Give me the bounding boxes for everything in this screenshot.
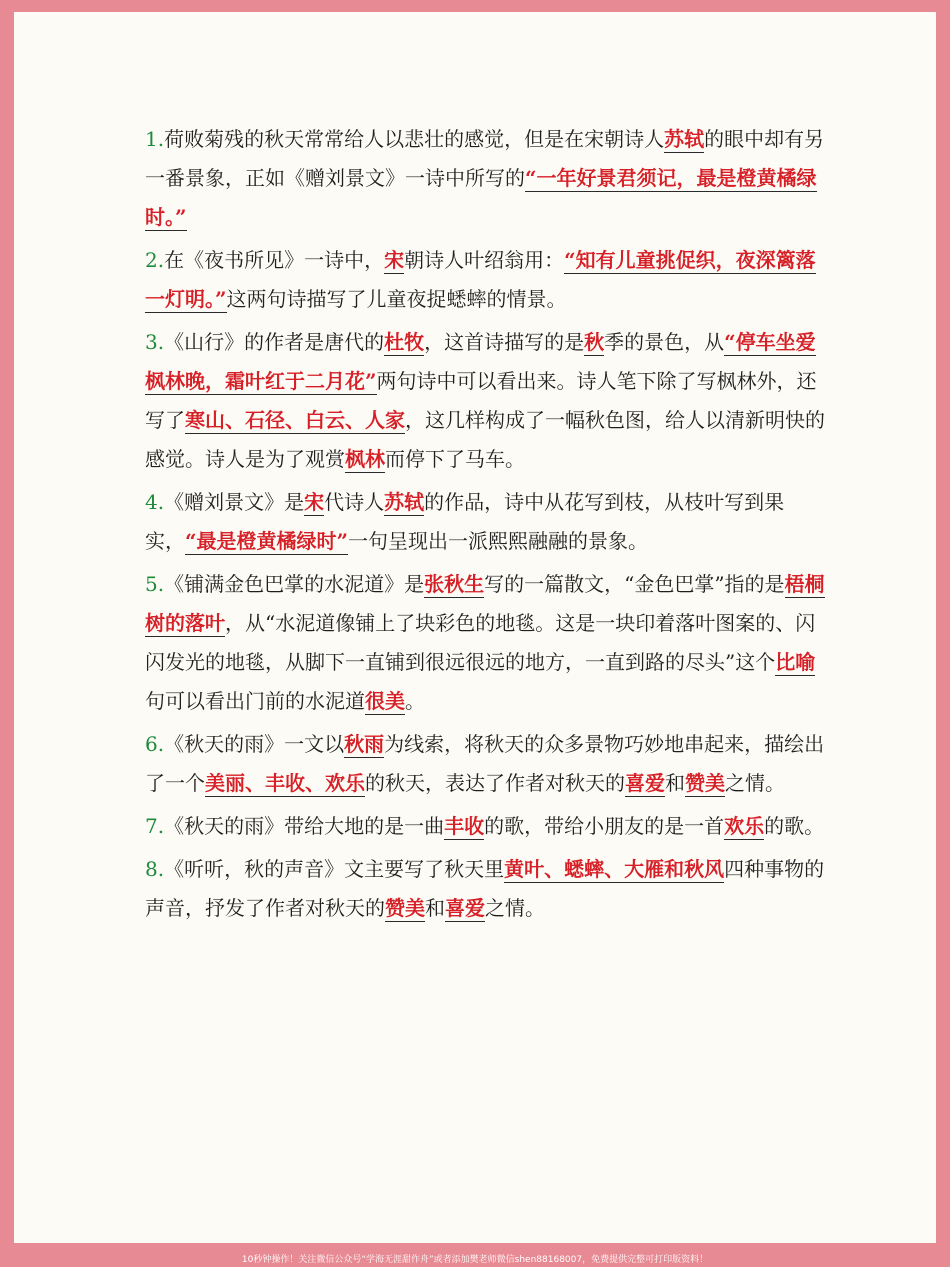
question-text: 写的一篇散文，“金色巴掌”指的是: [484, 572, 785, 596]
answer-text: 喜爱: [445, 896, 485, 920]
question-number: 3.: [145, 330, 165, 354]
answer-text: “停车坐爱枫林晚，霜叶红于二月花”: [145, 330, 816, 393]
question-text: 《听听，秋的声音》文主要写了秋天里: [164, 857, 505, 881]
answer-text: 枫林: [345, 447, 385, 471]
question-text: 句可以看出门前的水泥道: [145, 689, 365, 713]
question-list: [145, 120, 825, 932]
question-number: 7.: [145, 814, 165, 838]
answer-text: 张秋生: [424, 572, 485, 596]
question-text: 《秋天的雨》一文以: [164, 732, 345, 756]
question-text: 《铺满金色巴掌的水泥道》是: [164, 572, 425, 596]
answer-text: 秋雨: [344, 732, 385, 756]
answer-text: 美丽、丰收、欢乐: [205, 771, 365, 795]
question-item: [145, 850, 825, 928]
question-item: [145, 323, 825, 479]
question-item: [145, 725, 825, 803]
question-text: 一句呈现出一派熙熙融融的景象。: [348, 529, 649, 553]
question-text: 和: [425, 896, 445, 920]
question-text: 的眼中却有另一番景象，正如《赠刘景文》一诗中所写的: [145, 127, 825, 190]
answer-text: 丰收: [444, 814, 485, 838]
question-text: 之情。: [725, 771, 785, 795]
question-item: [145, 565, 825, 721]
answer-text: 黄叶、蟋蟀、大雁和秋风: [504, 857, 725, 881]
question-item: [145, 241, 825, 319]
question-text: 的歌。: [764, 814, 825, 838]
question-item: [145, 483, 825, 561]
answer-text: 喜爱: [625, 771, 665, 795]
question-number: 1.: [145, 127, 165, 151]
answer-text: 欢乐: [724, 814, 765, 838]
answer-text: “最是橙黄橘绿时”: [185, 529, 349, 553]
answer-text: 赞美: [685, 771, 725, 795]
question-number: 8.: [145, 857, 165, 881]
answer-text: “知有儿童挑促织，夜深篱落一灯明。”: [145, 248, 816, 311]
answer-text: “一年好景君须记，最是橙黄橘绿时。”: [145, 166, 817, 229]
question-text: 这两句诗描写了儿童夜捉蟋蟀的情景。: [226, 287, 567, 311]
question-text: 为线索，将秋天的众多景物巧妙地串起来，描绘出了一个: [145, 732, 825, 795]
question-number: 2.: [145, 248, 165, 272]
question-text: 《秋天的雨》带给大地的是一曲: [164, 814, 445, 838]
answer-text: 宋: [304, 490, 325, 514]
answer-text: 比喻: [775, 650, 816, 674]
footer-notice: 10秒钟操作！关注微信公众号“学海无涯甜作舟”或者添加樊老师微信shen88168007，免费提供完整可打印版资料！: [241, 1255, 709, 1265]
answer-text: 杜牧: [384, 330, 425, 354]
question-text: 。: [405, 689, 425, 713]
question-text: 之情。: [485, 896, 545, 920]
answer-text: 赞美: [385, 896, 425, 920]
question-text: 季的景色，从: [604, 330, 725, 354]
question-item: [145, 120, 825, 237]
question-text: 代诗人: [324, 490, 385, 514]
question-text: 的作品，诗中从花写到枝，从枝叶写到果实，: [145, 490, 785, 553]
question-text: 的秋天，表达了作者对秋天的: [365, 771, 625, 795]
answer-text: 秋: [584, 330, 605, 354]
answer-text: 苏轼: [664, 127, 705, 151]
question-text: 朝诗人叶绍翁用：: [404, 248, 565, 272]
question-text: 《赠刘景文》是: [164, 490, 305, 514]
question-text: 两句诗中可以看出来。诗人笔下除了写枫林外，还写了: [145, 369, 817, 432]
question-number: 5.: [145, 572, 165, 596]
question-item: [145, 807, 825, 846]
answer-text: 寒山、石径、白云、人家: [185, 408, 405, 432]
question-text: ，这首诗描写的是: [424, 330, 585, 354]
answer-text: 很美: [365, 689, 405, 713]
question-number: 4.: [145, 490, 165, 514]
answer-text: 苏轼: [384, 490, 425, 514]
answer-text: 梧桐树的落叶: [145, 572, 825, 635]
question-text: 荷败菊残的秋天常常给人以悲壮的感觉，但是在宋朝诗人: [164, 127, 665, 151]
question-text: 和: [665, 771, 685, 795]
question-text: 而停下了马车。: [385, 447, 525, 471]
question-number: 6.: [145, 732, 165, 756]
question-text: ，这几样构成了一幅秋色图，给人以清新明快的感觉。诗人是为了观赏: [145, 408, 825, 471]
worksheet-page: [14, 12, 936, 1243]
question-text: ，从“水泥道像铺上了块彩色的地毯。这是一块印着落叶图案的、闪闪发光的地毯，从脚下一直铺到很远很远的地方，一直到路的尽头”这个: [145, 611, 816, 674]
question-text: 在《夜书所见》一诗中，: [164, 248, 385, 272]
question-text: 《山行》的作者是唐代的: [164, 330, 385, 354]
answer-text: 宋: [384, 248, 405, 272]
question-text: 四种事物的声音，抒发了作者对秋天的: [145, 857, 825, 920]
question-text: 的歌，带给小朋友的是一首: [484, 814, 725, 838]
